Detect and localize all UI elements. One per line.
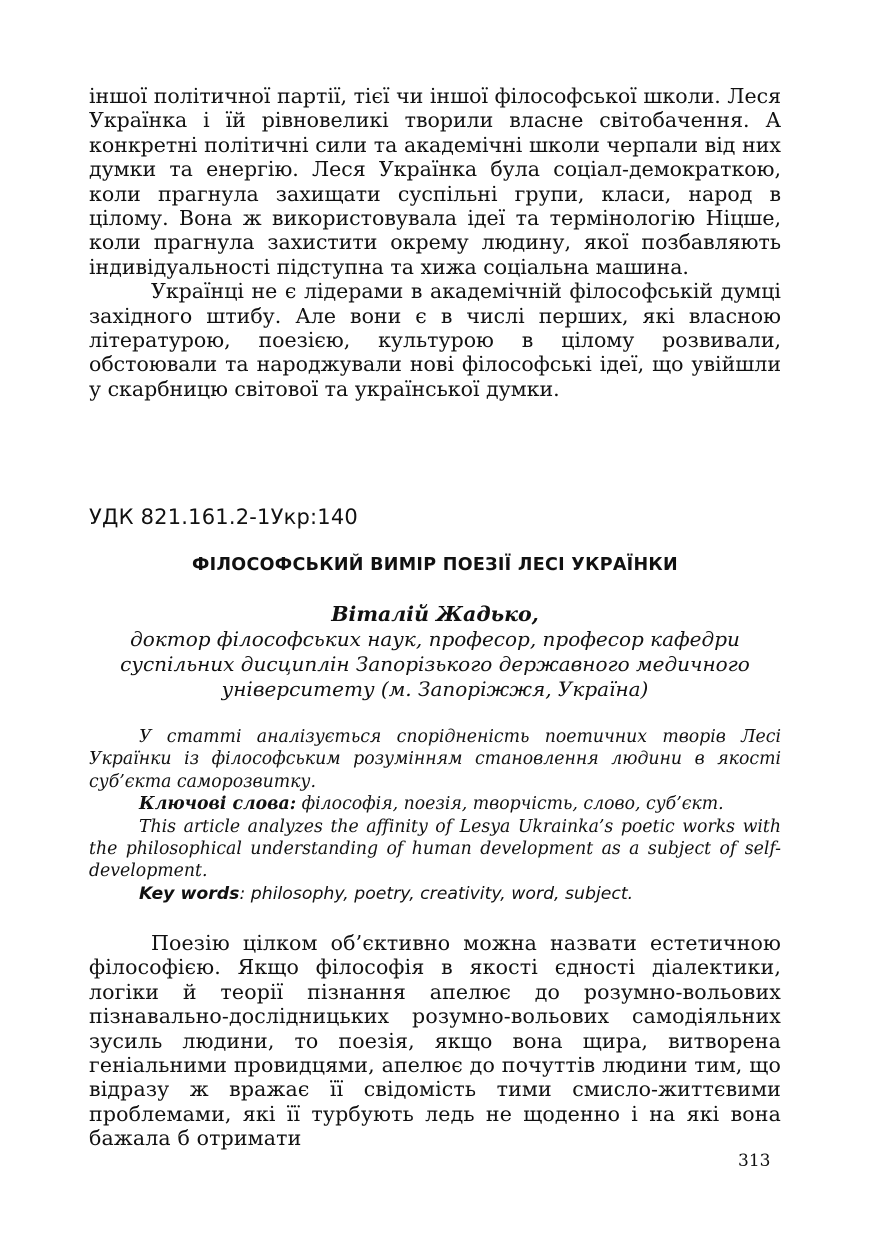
paragraph-poetry: Поезію цілком об’єктивно можна назвати естетичною філософією. Якщо філософія в якості єдності діалектики, логіки й теорії пізнання апелює до розумно-вольових пізнавально-дослідницьких розумно-вольових самодіяльних зусиль людини, то поезія, якщо вона щира, витворена геніальними провидцями, апелює до почуттів людини тим, що відразу ж вражає її свідомість тими смисло-життєвими проблемами, які її турбують ледь не щоденно і на які вона бажала б отримати [89,931,781,1151]
keywords-uk-label: Ключові слова: [139,794,297,815]
paragraph-ukrainians: Українці не є лідерами в академічній філософській думці західного штибу. Але вони є в числі перших, які власною літературою, поезією, культурою в цілому розвивали, обстоювали та народжували нові філософські ідеї, що увійшли у скарбницю світової та української думки. [89,279,781,401]
keywords-uk-list: філософія, поезія, творчість, слово, суб’єкт. [296,794,724,815]
author-block [89,602,781,702]
udk-code: УДК 821.161.2-1Укр:140 [89,505,358,529]
top-text-block [89,84,781,401]
author-affiliation-line: університету (м. Запоріжжя, Україна) [221,677,649,701]
keywords-uk [89,793,781,815]
abstract-en: This article analyzes the affinity of Lesya Ukrainka’s poetic works with the philosophical understanding of human development as a subject of self-development. [89,816,781,882]
article-title: ФІЛОСОФСЬКИЙ ВИМІР ПОЕЗІЇ ЛЕСІ УКРАЇНКИ [192,555,678,575]
page-number: 313 [738,1151,771,1171]
body-text-block [89,931,781,1151]
author-name: Віталій Жадько, [331,602,539,626]
keywords-en-label: Key words [139,883,240,904]
paragraph-continuation: іншої політичної партії, тієї чи іншої філософської школи. Леся Українка і їй рівновеликі творили власне світобачення. А конкретні політичні сили та академічні школи черпали від них думки та енергію. Леся Українка була соціал-демократкою, коли прагнула захищати суспільні групи, класи, народ в цілому. Вона ж використовувала ідеї та термінологію Ніцше, коли прагнула захистити окрему людину, якої позбавляють індивідуальності підступна та хижа соціальна машина. [89,84,781,279]
keywords-en-list: : philosophy, poetry, creativity, word, subject. [239,883,634,904]
author-affiliation-line: доктор філософських наук, професор, професор кафедри [130,627,740,651]
keywords-en [89,883,781,905]
author-affiliation-line: суспільних дисциплін Запорізького державного медичного [120,652,750,676]
abstract-uk: У статті аналізується спорідненість поетичних творів Лесі Українки із філософським розумінням становлення людини в якості суб’єкта саморозвитку. [89,727,781,792]
abstract-block [89,726,781,905]
